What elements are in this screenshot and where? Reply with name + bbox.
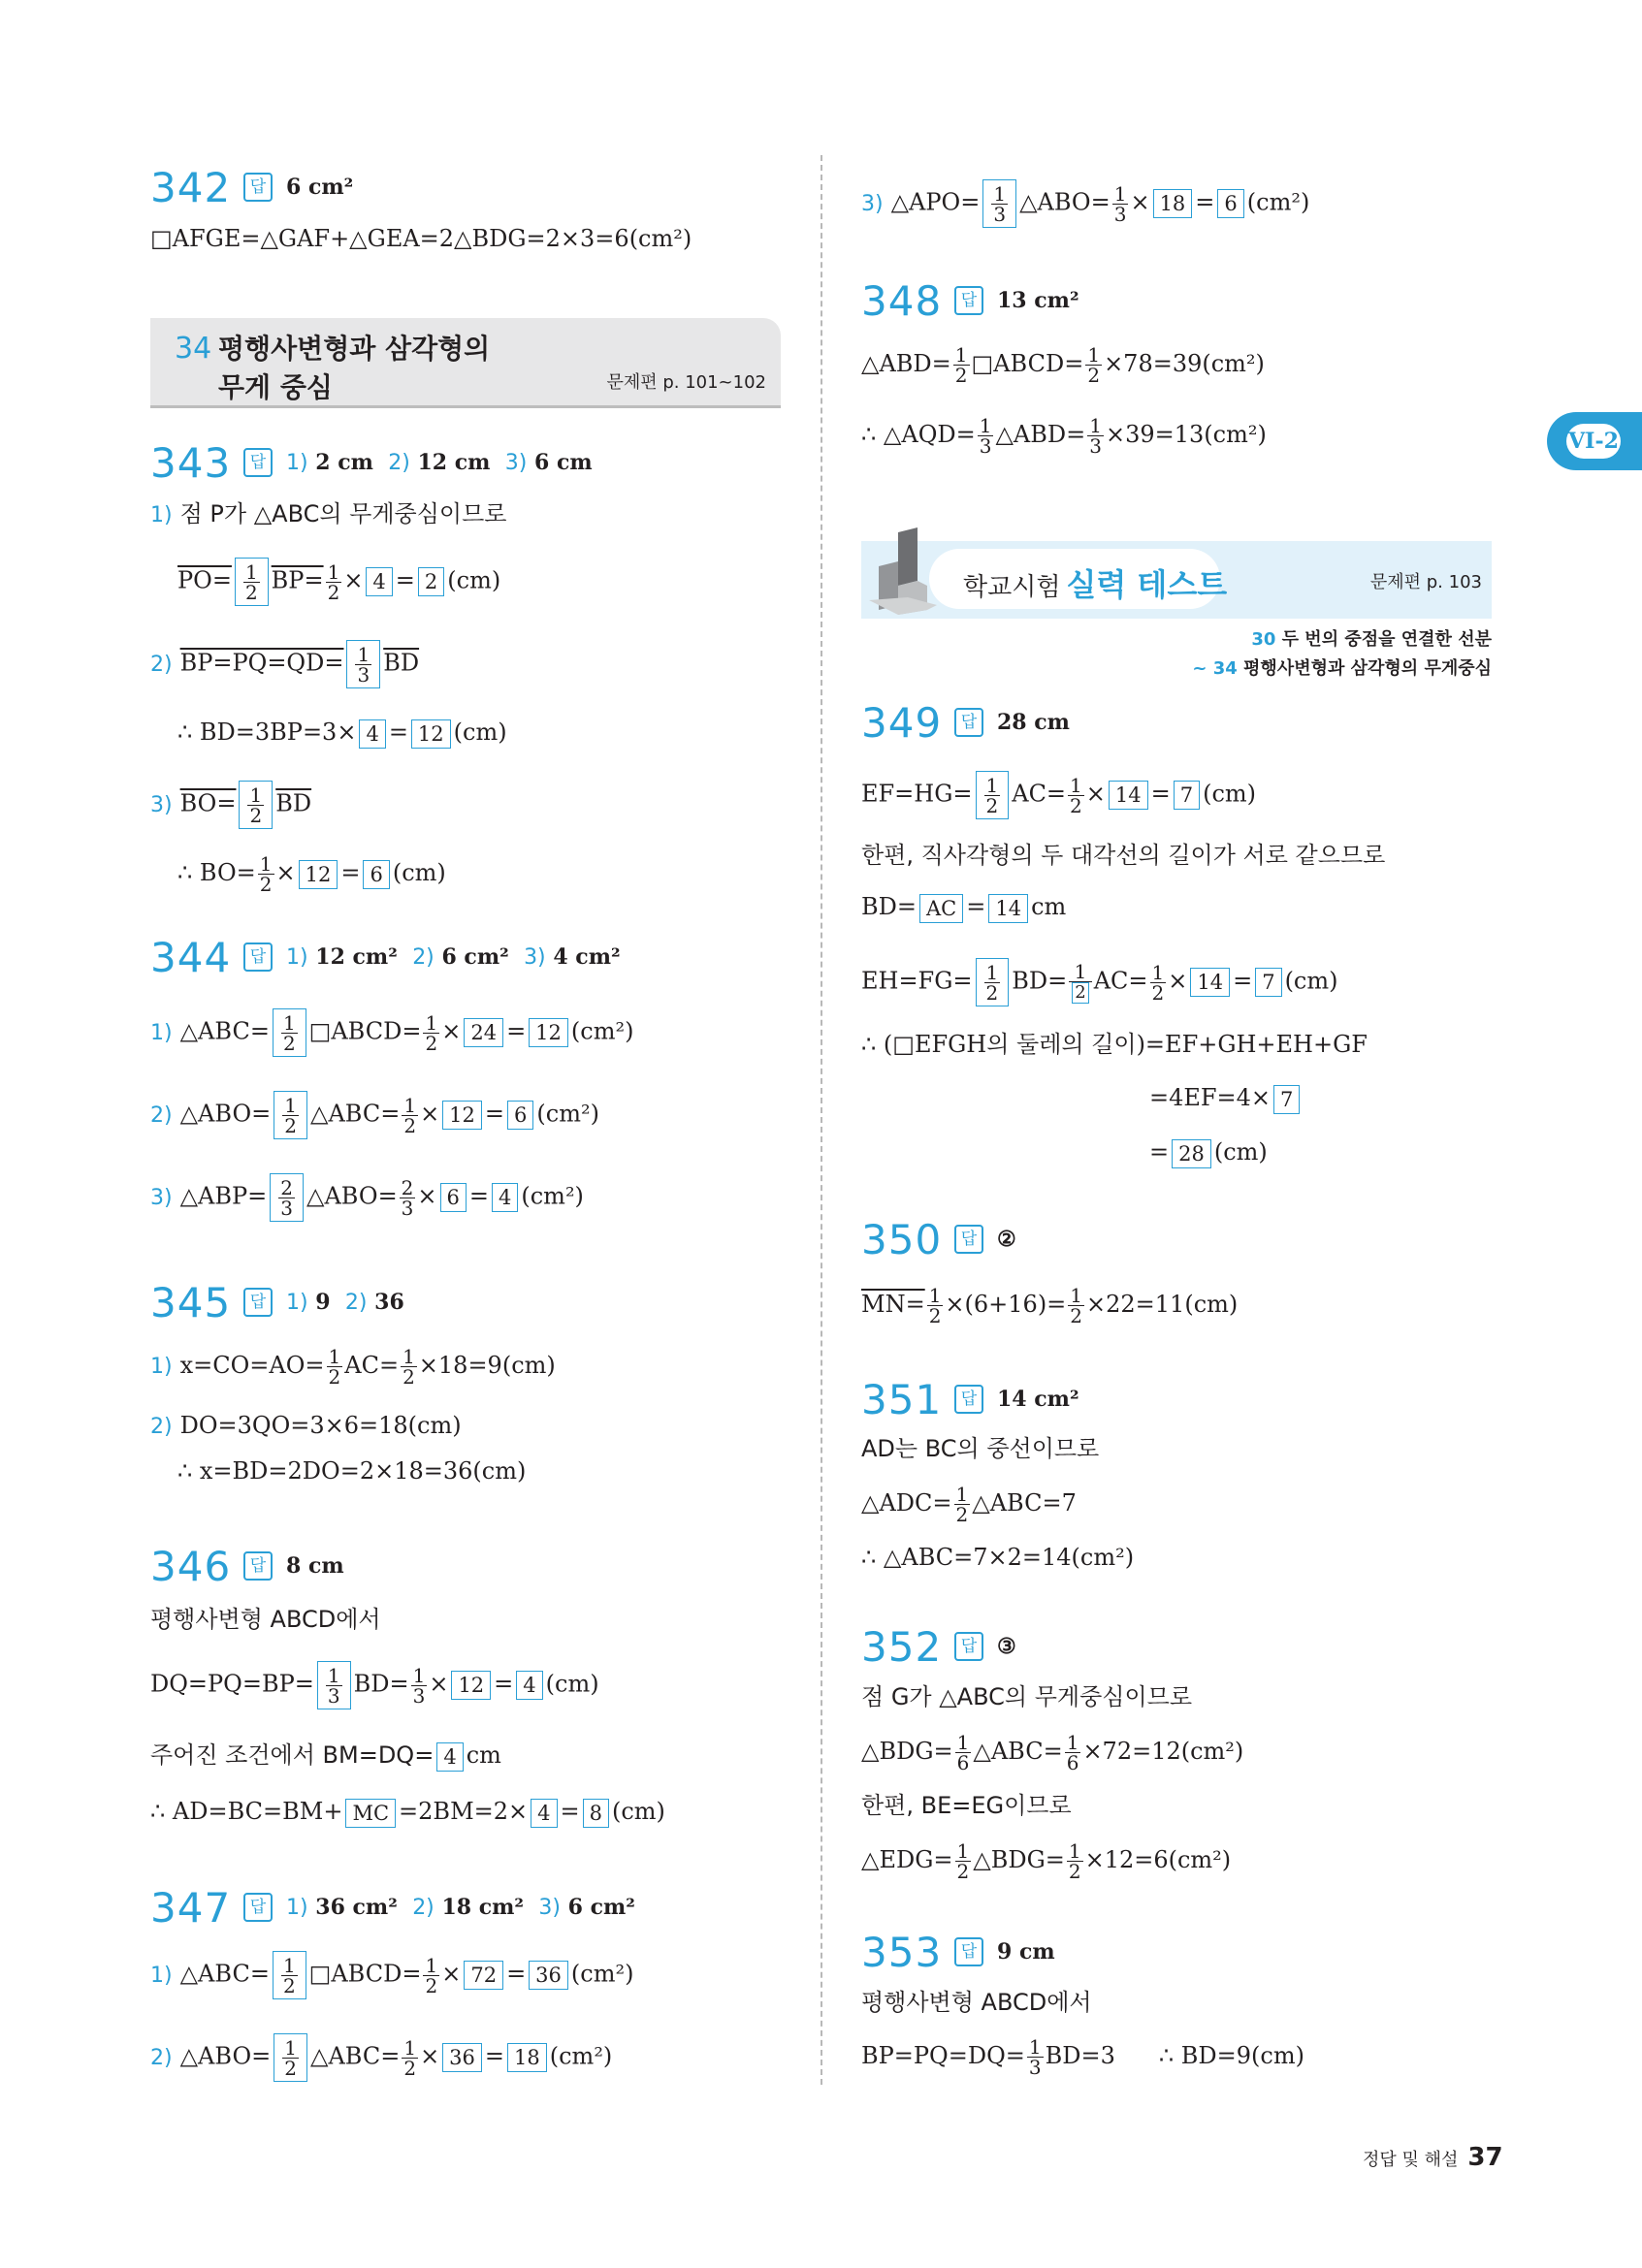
solution-line: 1) 점 P가 △ABC의 무게중심이므로 bbox=[150, 500, 507, 527]
problem-number: 345 bbox=[150, 1278, 232, 1326]
problem-number: 344 bbox=[150, 933, 232, 981]
answer-icon: 답 bbox=[243, 1288, 273, 1317]
solution-line: AD는 BC의 중선이므로 bbox=[861, 1435, 1100, 1462]
problem-number: 350 bbox=[861, 1215, 943, 1263]
answer: ② bbox=[997, 1227, 1016, 1252]
answer-icon: 답 bbox=[954, 286, 983, 315]
problem-number: 346 bbox=[150, 1542, 232, 1590]
solution-line: ∴ (□EFGH의 둘레의 길이)=EF+GH+EH+GF bbox=[861, 1031, 1368, 1058]
section-number: 34 bbox=[175, 332, 212, 366]
solution-line: PO= $\frac{1}{2}$ BP= $\frac{1}{2}$ × 4 = 2 (cm) bbox=[177, 558, 500, 606]
solution-line: ∴ x=BD=2DO=2×18=36(cm) bbox=[177, 1457, 527, 1485]
section-title: 평행사변형과 삼각형의 무게 중심 bbox=[218, 333, 491, 403]
answer-icon: 답 bbox=[954, 1632, 983, 1661]
answer: 8 cm bbox=[286, 1553, 344, 1579]
solution-line: 평행사변형 ABCD에서 bbox=[150, 1606, 381, 1633]
solution-line: DQ=PQ=BP= $\frac{1}{3}$ BD= $\frac{1}{3}$ × 12 = 4 (cm) bbox=[150, 1661, 599, 1709]
answer: 9 cm bbox=[997, 1939, 1055, 1965]
solution-line: 1) △ABC= $\frac{1}{2}$ □ABCD= $\frac{1}{2}$ × 24 = 12 (cm²) bbox=[150, 1008, 633, 1057]
solution-line: MN= $\frac{1}{2}$ ×(6+16)= $\frac{1}{2}$ ×22=11(cm) bbox=[861, 1284, 1239, 1327]
solution-line: ∴ AD=BC=BM+ MC =2BM=2× 4 = 8 (cm) bbox=[150, 1792, 665, 1831]
answer-icon: 답 bbox=[243, 942, 273, 972]
answer: 1) 36 cm² 2) 18 cm² 3) 6 cm² bbox=[286, 1895, 635, 1920]
answer-icon: 답 bbox=[243, 448, 273, 477]
chapter-tab-label: VI-2 bbox=[1566, 424, 1621, 459]
banner-subtitle: 30 두 번의 중점을 연결한 선분 bbox=[1251, 629, 1492, 650]
solution-line: BP=PQ=DQ= $\frac{1}{3}$ BD=3 ∴ BD=9(cm) bbox=[861, 2035, 1304, 2079]
solution-line: = 28 (cm) bbox=[1149, 1133, 1268, 1171]
problem-350 bbox=[861, 1215, 1016, 1263]
answer: 6 cm² bbox=[286, 175, 354, 200]
section-ref: 문제편 p. 101~102 bbox=[606, 372, 766, 393]
problem-342 bbox=[150, 163, 353, 211]
answer-icon: 답 bbox=[243, 1893, 273, 1922]
solution-line: 한편, 직사각형의 두 대각선의 길이가 서로 같으므로 bbox=[861, 842, 1386, 869]
solution-line: 2) DO=3QO=3×6=18(cm) bbox=[150, 1412, 462, 1439]
solution-line: ∴ △AQD= $\frac{1}{3}$ △ABD= $\frac{1}{3}$ ×39=13(cm²) bbox=[861, 414, 1267, 458]
problem-number: 353 bbox=[861, 1928, 943, 1976]
solution-line: 3) △ABP= $\frac{2}{3}$ △ABO= $\frac{2}{3}$ × 6 = 4 (cm²) bbox=[150, 1173, 584, 1222]
solution-line: △BDG= $\frac{1}{6}$ △ABC= $\frac{1}{6}$ ×72=12(cm²) bbox=[861, 1731, 1244, 1774]
solution-line: =4EF=4× 7 bbox=[1149, 1078, 1303, 1117]
problem-353 bbox=[861, 1928, 1055, 1976]
answer: 1) 9 2) 36 bbox=[286, 1290, 404, 1315]
problem-347 bbox=[150, 1883, 635, 1932]
chapter-tab bbox=[1547, 412, 1642, 470]
solution-line: △ADC= $\frac{1}{2}$ △ABC=7 bbox=[861, 1483, 1077, 1526]
answer-icon: 답 bbox=[954, 1385, 983, 1414]
answer: 1) 2 cm 2) 12 cm 3) 6 cm bbox=[286, 450, 593, 475]
problem-349 bbox=[861, 698, 1070, 747]
section-header bbox=[150, 318, 781, 408]
solution-line: 1) △ABC= $\frac{1}{2}$ □ABCD= $\frac{1}{2}$ × 72 = 36 (cm²) bbox=[150, 1951, 633, 1999]
solution-line: □AFGE=△GAF+△GEA=2△BDG=2×3=6(cm²) bbox=[150, 225, 692, 252]
banner-ref: 문제편 p. 103 bbox=[1369, 572, 1482, 592]
problem-343 bbox=[150, 438, 593, 487]
problem-number: 348 bbox=[861, 276, 943, 325]
problem-345 bbox=[150, 1278, 404, 1326]
answer: 28 cm bbox=[997, 710, 1070, 735]
solution-line: 한편, BE=EG이므로 bbox=[861, 1792, 1072, 1819]
solution-line: 1) x=CO=AO= $\frac{1}{2}$ AC= $\frac{1}{2}$ ×18=9(cm) bbox=[150, 1345, 556, 1389]
problem-number: 351 bbox=[861, 1375, 943, 1423]
answer-icon: 답 bbox=[243, 1551, 273, 1581]
answer: 1) 12 cm² 2) 6 cm² 3) 4 cm² bbox=[286, 944, 621, 970]
solution-line: 주어진 조건에서 BM=DQ= 4 cm bbox=[150, 1736, 501, 1774]
solution-line: △EDG= $\frac{1}{2}$ △BDG= $\frac{1}{2}$ ×12=6(cm²) bbox=[861, 1839, 1232, 1883]
solution-line: ∴ BO= $\frac{1}{2}$ × 12 = 6 (cm) bbox=[177, 852, 446, 896]
problem-344 bbox=[150, 933, 621, 981]
answer: ③ bbox=[997, 1634, 1016, 1659]
problem-346 bbox=[150, 1542, 344, 1590]
solution-line: BD= AC = 14 cm bbox=[861, 887, 1066, 926]
solution-line: ∴ △ABC=7×2=14(cm²) bbox=[861, 1544, 1135, 1571]
solution-line: 2) BP=PQ=QD= $\frac{1}{3}$ $\overline{BD}$ bbox=[150, 640, 419, 688]
problem-348 bbox=[861, 276, 1079, 325]
solution-line: 점 G가 △ABC의 무게중심이므로 bbox=[861, 1683, 1192, 1710]
problem-number: 347 bbox=[150, 1883, 232, 1932]
answer-icon: 답 bbox=[243, 173, 273, 202]
answer: 13 cm² bbox=[997, 288, 1079, 313]
answer-icon: 답 bbox=[954, 1225, 983, 1254]
solution-line: EF=HG= $\frac{1}{2}$ AC= $\frac{1}{2}$ × 14 = 7 (cm) bbox=[861, 771, 1256, 819]
problem-number: 342 bbox=[150, 163, 232, 211]
solution-line: EH=FG= $\frac{1}{2}$ BD= $\frac{1}{2}$ AC= $\frac{1}{2}$ × 14 = 7 (cm) bbox=[861, 959, 1338, 1005]
problem-number: 352 bbox=[861, 1622, 943, 1671]
cube-stack-icon bbox=[869, 527, 937, 615]
solution-line: 2) △ABO= $\frac{1}{2}$ △ABC= $\frac{1}{2}$ × 36 = 18 (cm²) bbox=[150, 2033, 612, 2082]
answer-icon: 답 bbox=[954, 708, 983, 737]
solution-line: ∴ BD=3BP=3× 4 = 12 (cm) bbox=[177, 713, 507, 751]
page-footer: 정답 및 해설 37 bbox=[1363, 2143, 1503, 2172]
solution-line: 2) △ABO= $\frac{1}{2}$ △ABC= $\frac{1}{2}$ × 12 = 6 (cm²) bbox=[150, 1091, 599, 1139]
solution-line: 3) △APO= $\frac{1}{3}$ △ABO= $\frac{1}{3}$ × 18 = 6 (cm²) bbox=[861, 179, 1309, 228]
column-divider bbox=[821, 155, 822, 2085]
banner-title: 학교시험 실력 테스트 bbox=[963, 566, 1228, 603]
problem-351 bbox=[861, 1375, 1079, 1423]
answer-icon: 답 bbox=[954, 1937, 983, 1966]
problem-352 bbox=[861, 1622, 1016, 1671]
banner-subtitle: ~ 34 평행사변형과 삼각형의 무게중심 bbox=[1192, 658, 1492, 679]
solution-line: 3) BO= $\frac{1}{2}$ $\overline{BD}$ bbox=[150, 781, 311, 829]
solution-line: 평행사변형 ABCD에서 bbox=[861, 1989, 1092, 2016]
solution-line: △ABD= $\frac{1}{2}$ □ABCD= $\frac{1}{2}$ ×78=39(cm²) bbox=[861, 343, 1265, 387]
test-banner bbox=[861, 541, 1492, 619]
problem-number: 349 bbox=[861, 698, 943, 747]
answer: 14 cm² bbox=[997, 1387, 1079, 1412]
problem-number: 343 bbox=[150, 438, 232, 487]
